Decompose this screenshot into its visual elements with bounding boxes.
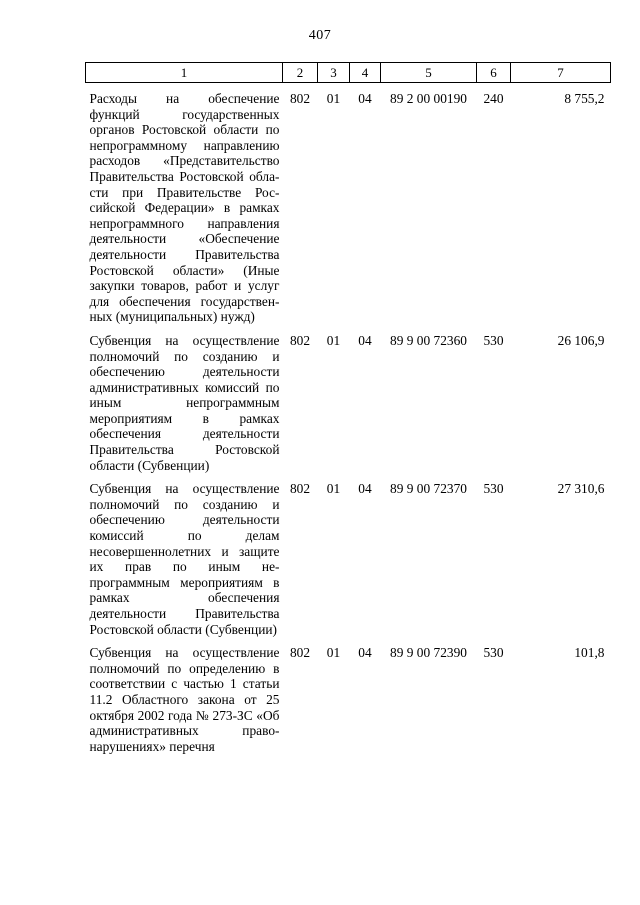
header-row bbox=[86, 63, 611, 83]
section-code: 01 bbox=[326, 332, 341, 348]
target-article-code: 89 9 00 72390 bbox=[390, 645, 467, 661]
subsection-code: 04 bbox=[358, 481, 372, 497]
table-row bbox=[86, 332, 611, 473]
target-article-code: 89 9 00 72370 bbox=[390, 481, 467, 497]
spacer-row bbox=[86, 473, 611, 480]
expense-type-code: 530 bbox=[483, 645, 504, 661]
expense-name: Субвенция на осуществление полномочий по созданию и обеспечению деятельности административных комиссий по иным непрограммным мероприятиям в рамках обеспечения деятельности Правительства Ростовской области (Субвенции) bbox=[89, 332, 280, 473]
section-code: 01 bbox=[326, 481, 341, 497]
expense-name: Субвенция на осуществление полномочий по определению в соответствии с частью 1 статьи 11.2 Областного закона от 25 октября 2002 года № 273-ЗС «Об административных правонарушениях» перечня bbox=[89, 645, 280, 754]
ministry-code: 802 bbox=[289, 91, 311, 106]
header-col-1: 1 bbox=[86, 63, 283, 83]
amount: 26 106,9 bbox=[557, 332, 605, 348]
header-col-5: 5 bbox=[381, 63, 477, 83]
subsection-code: 04 bbox=[358, 332, 372, 348]
subsection-code: 04 bbox=[358, 645, 372, 661]
spacer-row bbox=[86, 325, 611, 332]
amount: 101,8 bbox=[574, 645, 605, 661]
spacer-row bbox=[86, 637, 611, 644]
spacer-row bbox=[86, 83, 611, 91]
section-code: 01 bbox=[326, 91, 341, 106]
target-article-code: 89 9 00 72360 bbox=[390, 332, 467, 348]
table-row bbox=[86, 480, 611, 637]
expense-type-code: 530 bbox=[483, 481, 504, 497]
ministry-code: 802 bbox=[289, 645, 311, 661]
amount: 27 310,6 bbox=[557, 481, 605, 497]
table-row bbox=[86, 90, 611, 325]
expense-type-code: 530 bbox=[483, 332, 504, 348]
header-col-7: 7 bbox=[511, 63, 611, 83]
target-article-code: 89 2 00 00190 bbox=[390, 91, 467, 106]
table-row bbox=[86, 644, 611, 754]
ministry-code: 802 bbox=[289, 332, 311, 348]
expense-name: Расходы на обеспечение функций государственных органов Ростовской области по непрограммному направлению расходов «Представительство Правительства Ростовской области при Правительстве Российской Федерации» в рамках непрограммного направления деятельности «Обеспечение деятельности Правительства Ростовской области» (Иные закупки товаров, работ и услуг для обеспечения государственных (муниципальных) нужд) bbox=[89, 91, 280, 325]
budget-table bbox=[85, 62, 611, 754]
ministry-code: 802 bbox=[289, 481, 311, 497]
subsection-code: 04 bbox=[358, 91, 372, 106]
header-col-2: 2 bbox=[283, 63, 318, 83]
header-col-4: 4 bbox=[350, 63, 381, 83]
header-col-6: 6 bbox=[477, 63, 511, 83]
header-col-3: 3 bbox=[318, 63, 350, 83]
expense-name: Субвенция на осуществление полномочий по созданию и обеспечению деятельности комиссий по делам несовершеннолетних и защите их прав по иным непрограммным мероприятиям в рамках обеспечения деятельности Правительства Ростовской области (Субвенции) bbox=[89, 481, 280, 637]
expense-type-code: 240 bbox=[483, 91, 504, 106]
section-code: 01 bbox=[326, 645, 341, 661]
page-number: 407 bbox=[308, 28, 332, 43]
amount: 8 755,2 bbox=[564, 91, 605, 106]
